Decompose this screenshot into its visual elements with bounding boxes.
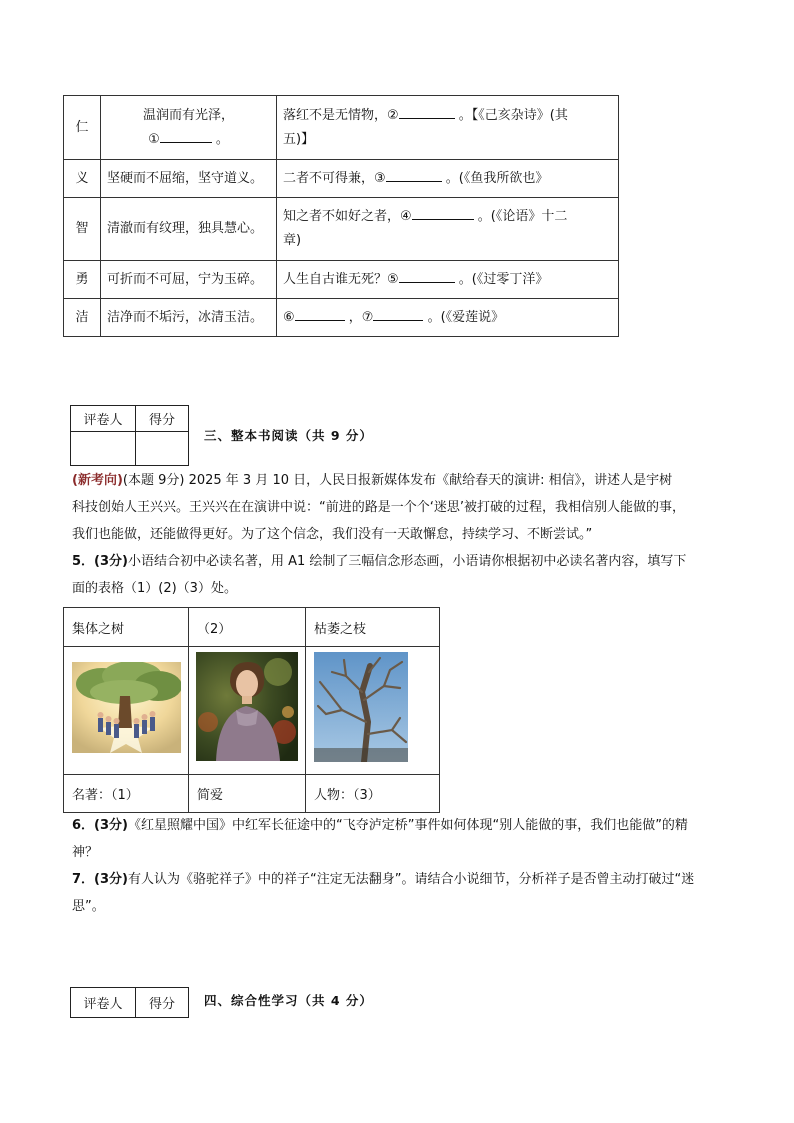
answer-blank[interactable] [160, 128, 212, 143]
quote-cell [277, 299, 619, 337]
question-text: 《红星照耀中国》中红军长征途中的“飞夺泸定桥”事件如何体现“别人能做的事，我们也能做”的精 [127, 818, 688, 833]
description-cell: 清澈而有纹理，独具慧心。 [101, 198, 277, 261]
intro-line: 我们也能做，还能做得更好。为了这个信念，我们没有一天敢懈怠，持续学习、不断尝试。” [72, 527, 593, 542]
description-cell: 坚硬而不屈缩，坚守道义。 [101, 160, 277, 198]
quote-fragment: 。(《爱莲说》 [427, 309, 505, 325]
question-text: 神？ [72, 845, 99, 860]
answer-blank[interactable] [399, 104, 455, 119]
virtue-cell: 勇 [64, 261, 101, 299]
grader-score-box [70, 405, 189, 466]
quote-fragment: 人生自古谁无死？⑤ [283, 271, 399, 287]
quote-fragment: 。(《论语》十二 [477, 209, 568, 224]
table-row [64, 299, 619, 337]
grader-label: 评卷人 [71, 988, 136, 1018]
section-title: 四、综合性学习（共 4 分） [204, 993, 373, 1008]
question-number: 6．(3分) [72, 818, 128, 833]
header-cell: 集体之树 [64, 608, 189, 647]
punctuation: 。 [215, 131, 229, 147]
new-trend-tag: (新考向) [72, 473, 123, 488]
footer-cell: 名著：（1） [64, 775, 189, 813]
quote-fragment: 。【《己亥杂诗》(其 [458, 107, 568, 123]
withered-tree-illustration [314, 652, 408, 762]
header-cell: （2） [189, 608, 306, 647]
grader-score-box [70, 987, 189, 1018]
quote-cell [277, 261, 619, 299]
quote-cell [277, 160, 619, 198]
virtue-cell: 智 [64, 198, 101, 261]
section3-intro [72, 467, 732, 602]
score-label: 得分 [136, 406, 189, 432]
question-text: 思”。 [72, 899, 105, 914]
quote-fragment: 落红不是无情物，② [283, 107, 399, 123]
question-text: 小语结合初中必读名著，用 A1 绘制了三幅信念形态画，小语请你根据初中必读名著内容，填写下 [127, 554, 687, 569]
question-6 [72, 812, 732, 839]
poem-fill-table [63, 95, 619, 337]
description-cell [101, 96, 277, 160]
question-7 [72, 866, 732, 893]
quote-fragment: 知之者不如好之者，④ [283, 209, 412, 224]
blank-number: ① [148, 131, 160, 147]
footer-cell: 人物：（3） [306, 775, 440, 813]
intro-line: 科技创始人王兴兴。王兴兴在在演讲中说：“前进的路是一个个‘迷思’被打破的过程，我相信别人能做的事， [72, 500, 686, 515]
quote-cell [277, 96, 619, 160]
section-title: 三、整本书阅读（共 9 分） [204, 428, 373, 443]
quote-text [283, 104, 612, 128]
answer-blank[interactable] [373, 306, 423, 321]
collective-tree-image [72, 662, 181, 753]
score-label: 得分 [136, 988, 189, 1018]
collective-tree-illustration [72, 662, 181, 753]
answer-blank[interactable] [295, 306, 345, 321]
answer-blank[interactable] [399, 268, 455, 283]
question-text: 面的表格（1）(2)（3）处。 [72, 581, 237, 596]
withered-tree-image [314, 652, 408, 762]
woman-portrait-illustration [196, 652, 298, 761]
virtue-cell: 义 [64, 160, 101, 198]
question-number: 7．(3分) [72, 872, 128, 887]
description-text: 温润而有光泽， [142, 107, 234, 123]
questions-6-7 [72, 812, 732, 920]
woman-portrait-image [196, 652, 298, 761]
intro-text: (本题 9分) 2025 年 3 月 10 日，人民日报新媒体发布《献给春天的演讲: 相信》，讲述人是宇树 [122, 473, 673, 488]
question-text: 有人认为《骆驼祥子》中的祥子“注定无法翻身”。请结合小说细节，分析祥子是否曾主动打破过“迷 [127, 872, 695, 887]
quote-text: 章) [283, 233, 302, 248]
table-row [64, 261, 619, 299]
answer-blank[interactable] [412, 205, 474, 220]
header-cell: 枯萎之枝 [306, 608, 440, 647]
virtue-cell: 洁 [64, 299, 101, 337]
footer-cell: 简爱 [189, 775, 306, 813]
quote-fragment: ，⑦ [348, 309, 374, 325]
table-row [64, 198, 619, 261]
question-5 [72, 548, 732, 575]
table-row [64, 608, 440, 647]
quote-text [283, 205, 612, 229]
table-row [64, 96, 619, 160]
description-cell: 洁净而不垢污，冰清玉洁。 [101, 299, 277, 337]
table-row [64, 160, 619, 198]
grader-field[interactable] [71, 432, 136, 466]
answer-blank[interactable] [386, 167, 442, 182]
quote-fragment: 二者不可得兼，③ [283, 170, 386, 186]
intro-line [72, 467, 732, 494]
score-field[interactable] [136, 432, 189, 466]
quote-fragment: 。(《过零丁洋》 [458, 271, 549, 287]
quote-text: 五)】 [283, 131, 315, 147]
table-row [64, 775, 440, 813]
quote-cell [277, 198, 619, 261]
grader-label: 评卷人 [71, 406, 136, 432]
blank-number: ⑥ [283, 309, 295, 325]
question-number: 5．(3分) [72, 554, 128, 569]
virtue-cell: 仁 [64, 96, 101, 160]
quote-fragment: 。(《鱼我所欲也》 [445, 170, 549, 186]
description-cell: 可折而不可屈，宁为玉碎。 [101, 261, 277, 299]
description-text [107, 128, 270, 152]
